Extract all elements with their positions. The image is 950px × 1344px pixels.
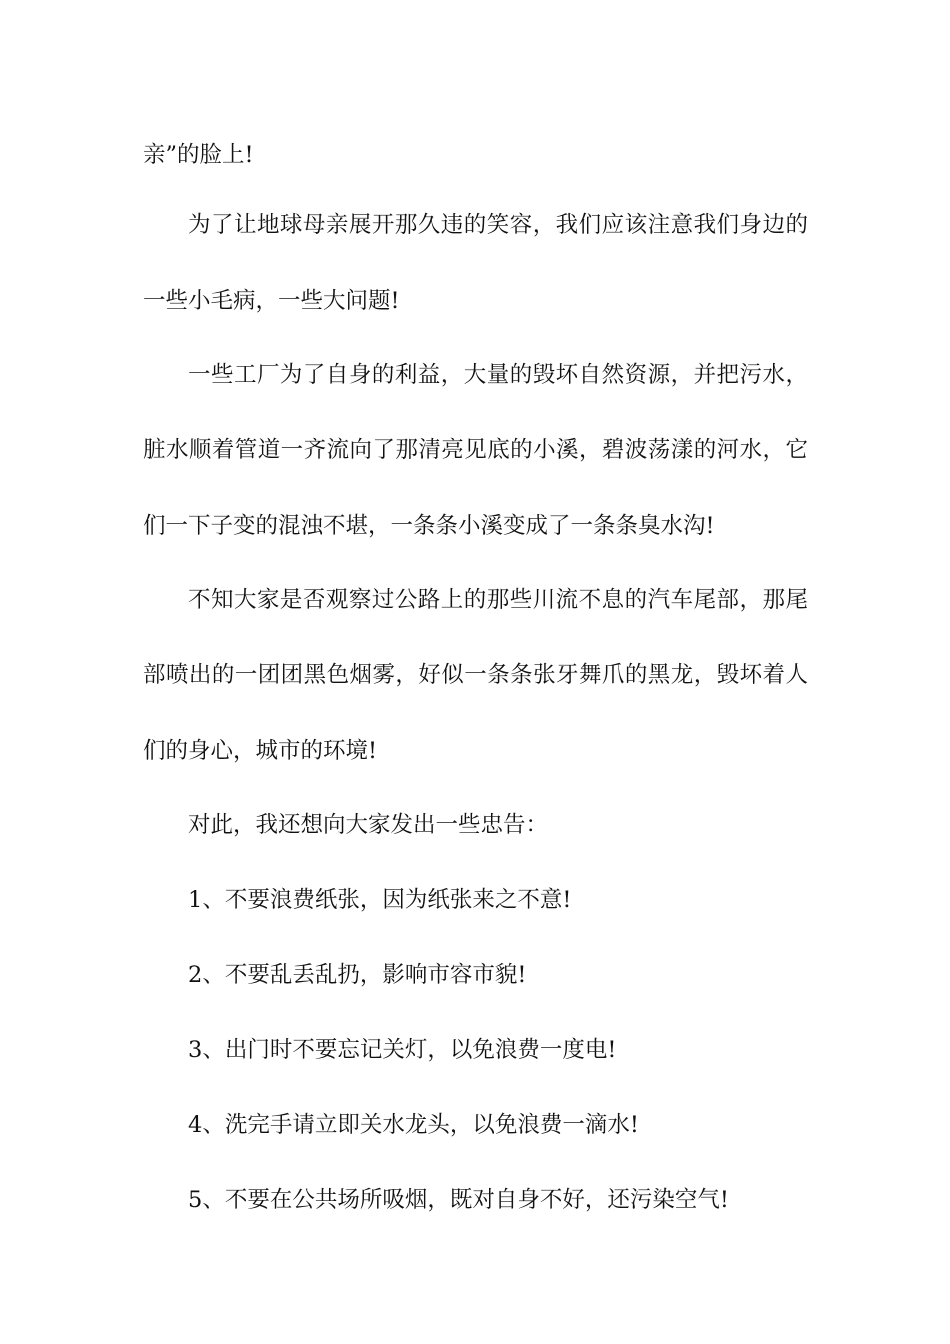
list-item: 4、洗完手请立即关水龙头，以免浪费一滴水! (188, 1112, 639, 1138)
text-line: 部喷出的一团团黑色烟雾，好似一条条张牙舞爪的黑龙，毁坏着人 (143, 662, 808, 688)
paragraph-line: 对此，我还想向大家发出一些忠告： (188, 812, 549, 838)
paragraph-line: 一些工厂为了自身的利益，大量的毁坏自然资源，并把污水， (188, 362, 808, 388)
list-item: 3、出门时不要忘记关灯，以免浪费一度电! (188, 1037, 617, 1063)
text-line: 们一下子变的混浊不堪，一条条小溪变成了一条条臭水沟! (143, 513, 715, 539)
list-item: 1、不要浪费纸张，因为纸张来之不意! (188, 887, 572, 913)
paragraph-line: 为了让地球母亲展开那久违的笑容，我们应该注意我们身边的 (188, 212, 808, 238)
text-line: 亲”的脸上! (143, 142, 254, 168)
text-line: 一些小毛病，一些大问题! (143, 288, 400, 314)
text-line: 脏水顺着管道一齐流向了那清亮见底的小溪，碧波荡漾的河水，它 (143, 437, 808, 463)
list-item: 2、不要乱丢乱扔，影响市容市貌! (188, 962, 527, 988)
text-line: 们的身心，城市的环境! (143, 738, 378, 764)
list-item: 5、不要在公共场所吸烟，既对自身不好，还污染空气! (188, 1187, 729, 1213)
paragraph-line: 不知大家是否观察过公路上的那些川流不息的汽车尾部，那尾 (188, 587, 808, 613)
